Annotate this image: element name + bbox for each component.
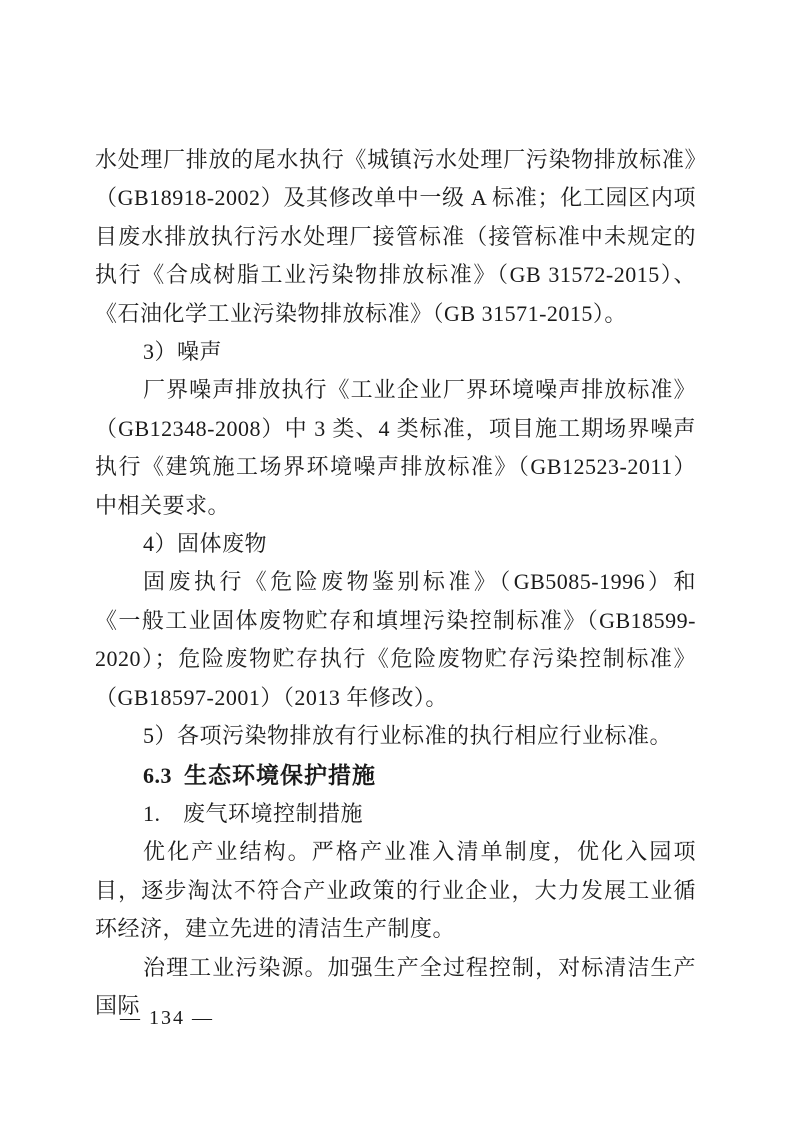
section-number: 6.3 [143, 762, 172, 788]
paragraph-pollution-source: 治理工业污染源。加强生产全过程控制，对标清洁生产国际 [95, 954, 696, 1018]
list-item-3-noise: 3）噪声 [143, 339, 223, 365]
paragraph-noise-standards: 厂界噪声排放执行《工业企业厂界环境噪声排放标准》（GB12348-2008）中 3 类、4 类标准，项目施工期场界噪声执行《建筑施工场界环境噪声排放标准》（GB12523-2011）中相关要求。 [95, 377, 696, 518]
paragraph-continued: 水处理厂排放的尾水执行《城镇污水处理厂污染物排放标准》（GB18918-2002）及其修改单中一级 A 标准；化工园区内项目废水排放执行污水处理厂接管标准（接管标准中未规定的执行《合成树脂工业污染物排放标准》（GB 31572-2015）、《石油化学工业污染物排放标准》（GB 31571-2015）。 [95, 147, 696, 326]
paragraph-industry-structure: 优化产业结构。严格产业准入清单制度，优化入园项目，逐步淘汰不符合产业政策的行业企业，大力发展工业循环经济，建立先进的清洁生产制度。 [95, 839, 696, 942]
list-item-4-solid-waste: 4）固体废物 [143, 531, 268, 557]
paragraph-solid-waste-standards: 固废执行《危险废物鉴别标准》（GB5085-1996）和 《一般工业固体废物贮存和填埋污染控制标准》（GB18599-2020）；危险废物贮存执行《危险废物贮存污染控制标准》（GB18597-2001）（2013 年修改）。 [95, 569, 696, 710]
section-title: 生态环境保护措施 [184, 761, 376, 788]
list-item-5-industry-standards: 5）各项污染物排放有行业标准的执行相应行业标准。 [143, 723, 673, 749]
page-body [95, 141, 696, 1025]
page-footer [120, 1006, 214, 1030]
subsection-1-air-control: 1. 废气环境控制措施 [143, 800, 364, 826]
page-number: — 134 — [120, 1007, 214, 1029]
section-heading [95, 756, 696, 795]
